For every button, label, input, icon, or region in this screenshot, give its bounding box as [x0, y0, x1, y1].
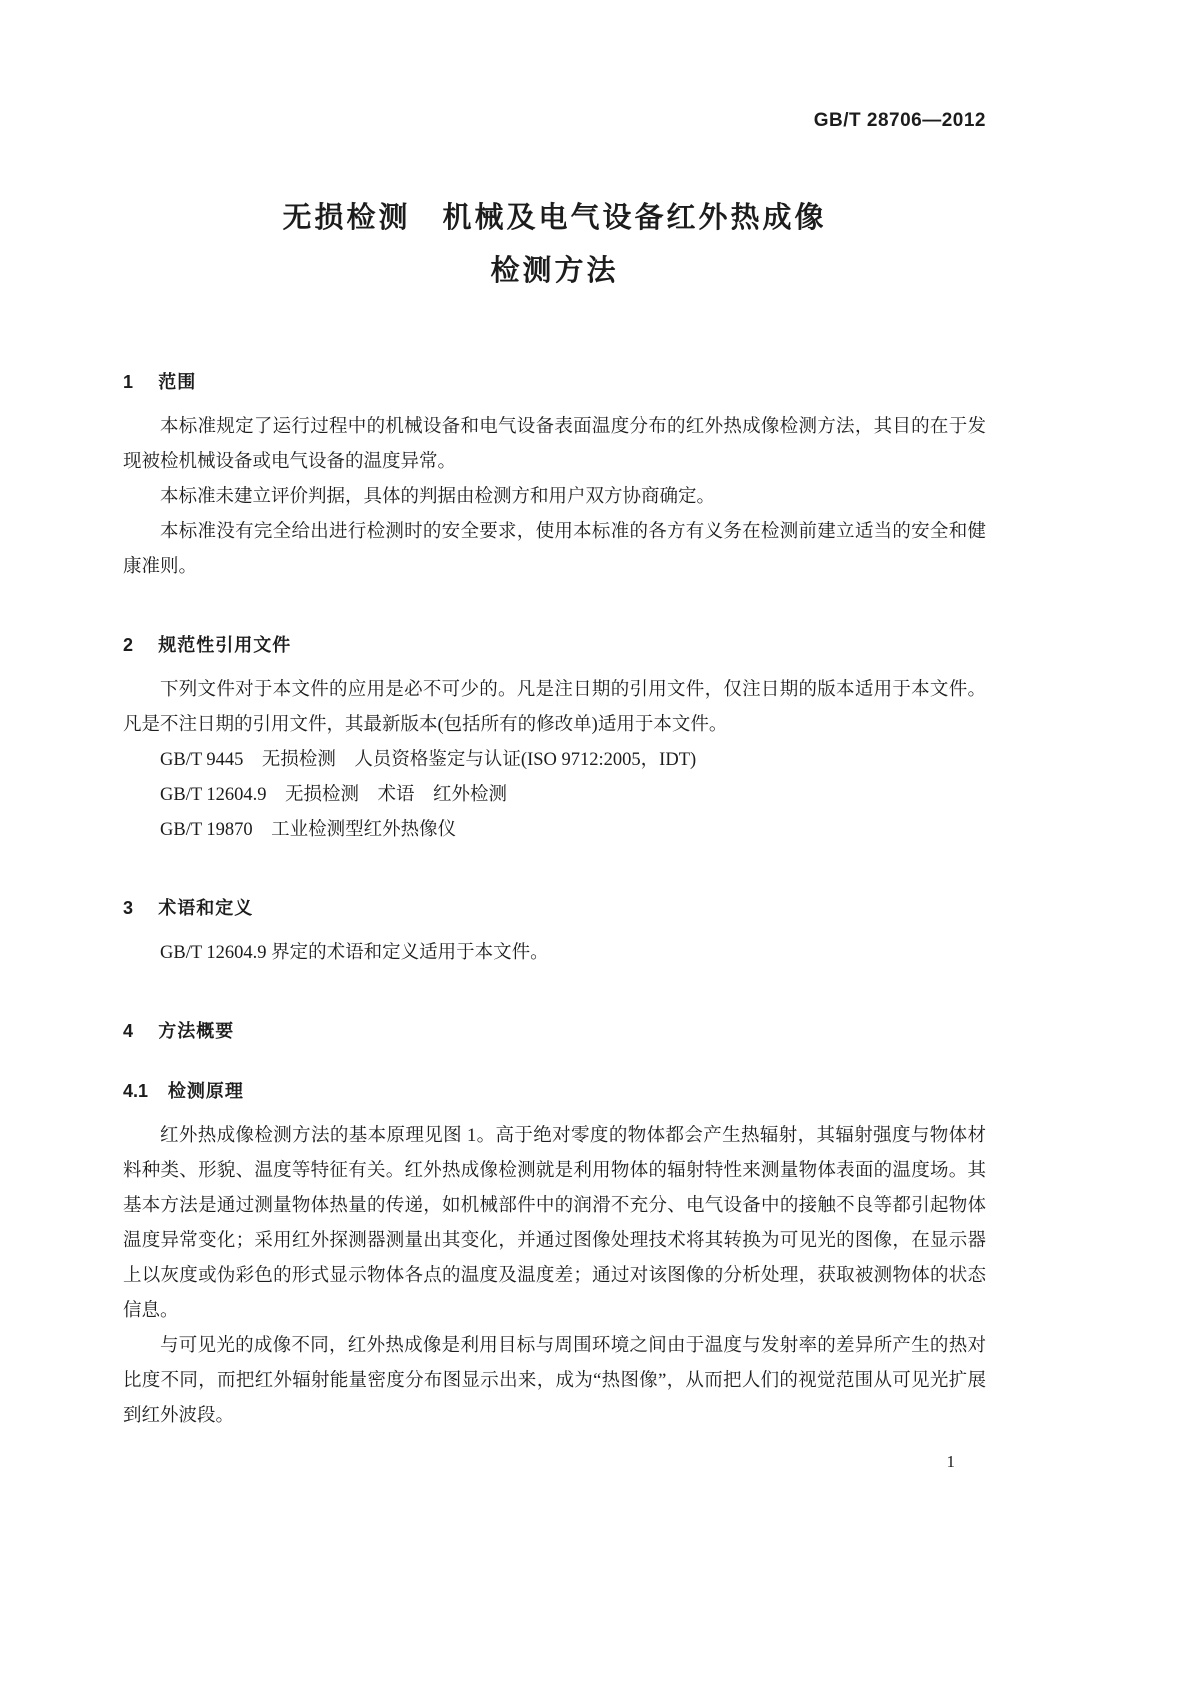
reference-line-1: GB/T 9445 无损检测 人员资格鉴定与认证(ISO 9712:2005，IDT): [160, 750, 697, 770]
section-2-paragraph-1: 下列文件对于本文件的应用是必不可少的。凡是注日期的引用文件，仅注日期的版本适用于本文件。凡是不注日期的引用文件，其最新版本(包括所有的修改单)适用于本文件。: [123, 680, 986, 735]
section-4-1-heading: [123, 1077, 986, 1103]
section-2-title: 规范性引用文件: [158, 635, 292, 655]
reference-line-3: GB/T 19870 工业检测型红外热像仪: [160, 820, 457, 840]
section-1-number: 1: [123, 372, 134, 392]
document-content: [123, 0, 986, 1434]
section-1-heading: [123, 368, 986, 394]
page-number: 1: [946, 1452, 955, 1471]
section-1-paragraph-1: 本标准规定了运行过程中的机械设备和电气设备表面温度分布的红外热成像检测方法，其目的在于发现被检机械设备或电气设备的温度异常。: [123, 417, 986, 472]
section-4-number: 4: [123, 1021, 134, 1041]
section-2-heading: [123, 631, 986, 657]
reference-line-2: GB/T 12604.9 无损检测 术语 红外检测: [160, 785, 508, 805]
section-4-1-paragraph-2: 与可见光的成像不同，红外热成像是利用目标与周围环境之间由于温度与发射率的差异所产生的热对比度不同，而把红外辐射能量密度分布图显示出来，成为“热图像”，从而把人们的视觉范围从可见光扩展到红外波段。: [123, 1336, 986, 1426]
document-title-line-1: 无损检测 机械及电气设备红外热成像: [282, 202, 827, 234]
section-3-heading: [123, 894, 986, 920]
section-4-1-number: 4.1: [123, 1081, 149, 1101]
section-3-title: 术语和定义: [158, 898, 254, 918]
section-2-number: 2: [123, 635, 134, 655]
section-3-paragraph-1: GB/T 12604.9 界定的术语和定义适用于本文件。: [160, 943, 549, 963]
document-title-line-2: 检测方法: [490, 255, 619, 287]
section-3-number: 3: [123, 898, 134, 918]
document-title: [123, 192, 986, 298]
standard-number: GB/T 28706—2012: [813, 110, 986, 131]
section-4-1-title: 检测原理: [167, 1081, 244, 1101]
section-4-1-paragraph-1: 红外热成像检测方法的基本原理见图 1。高于绝对零度的物体都会产生热辐射，其辐射强度与物体材料种类、形貌、温度等特征有关。红外热成像检测就是利用物体的辐射特性来测量物体表面的温度场。其基本方法是通过测量物体热量的传递，如机械部件中的润滑不充分、电气设备中的接触不良等都引起物体温度异常变化；采用红外探测器测量出其变化，并通过图像处理技术将其转换为可见光的图像，在显示器上以灰度或伪彩色的形式显示物体各点的温度及温度差；通过对该图像的分析处理，获取被测物体的状态信息。: [123, 1126, 986, 1321]
section-1-title: 范围: [158, 372, 197, 392]
section-1-paragraph-2: 本标准未建立评价判据，具体的判据由检测方和用户双方协商确定。: [160, 487, 716, 507]
section-4-title: 方法概要: [158, 1021, 235, 1041]
section-1-paragraph-3: 本标准没有完全给出进行检测时的安全要求，使用本标准的各方有义务在检测前建立适当的安全和健康准则。: [123, 522, 986, 577]
section-4-heading: [123, 1017, 986, 1043]
